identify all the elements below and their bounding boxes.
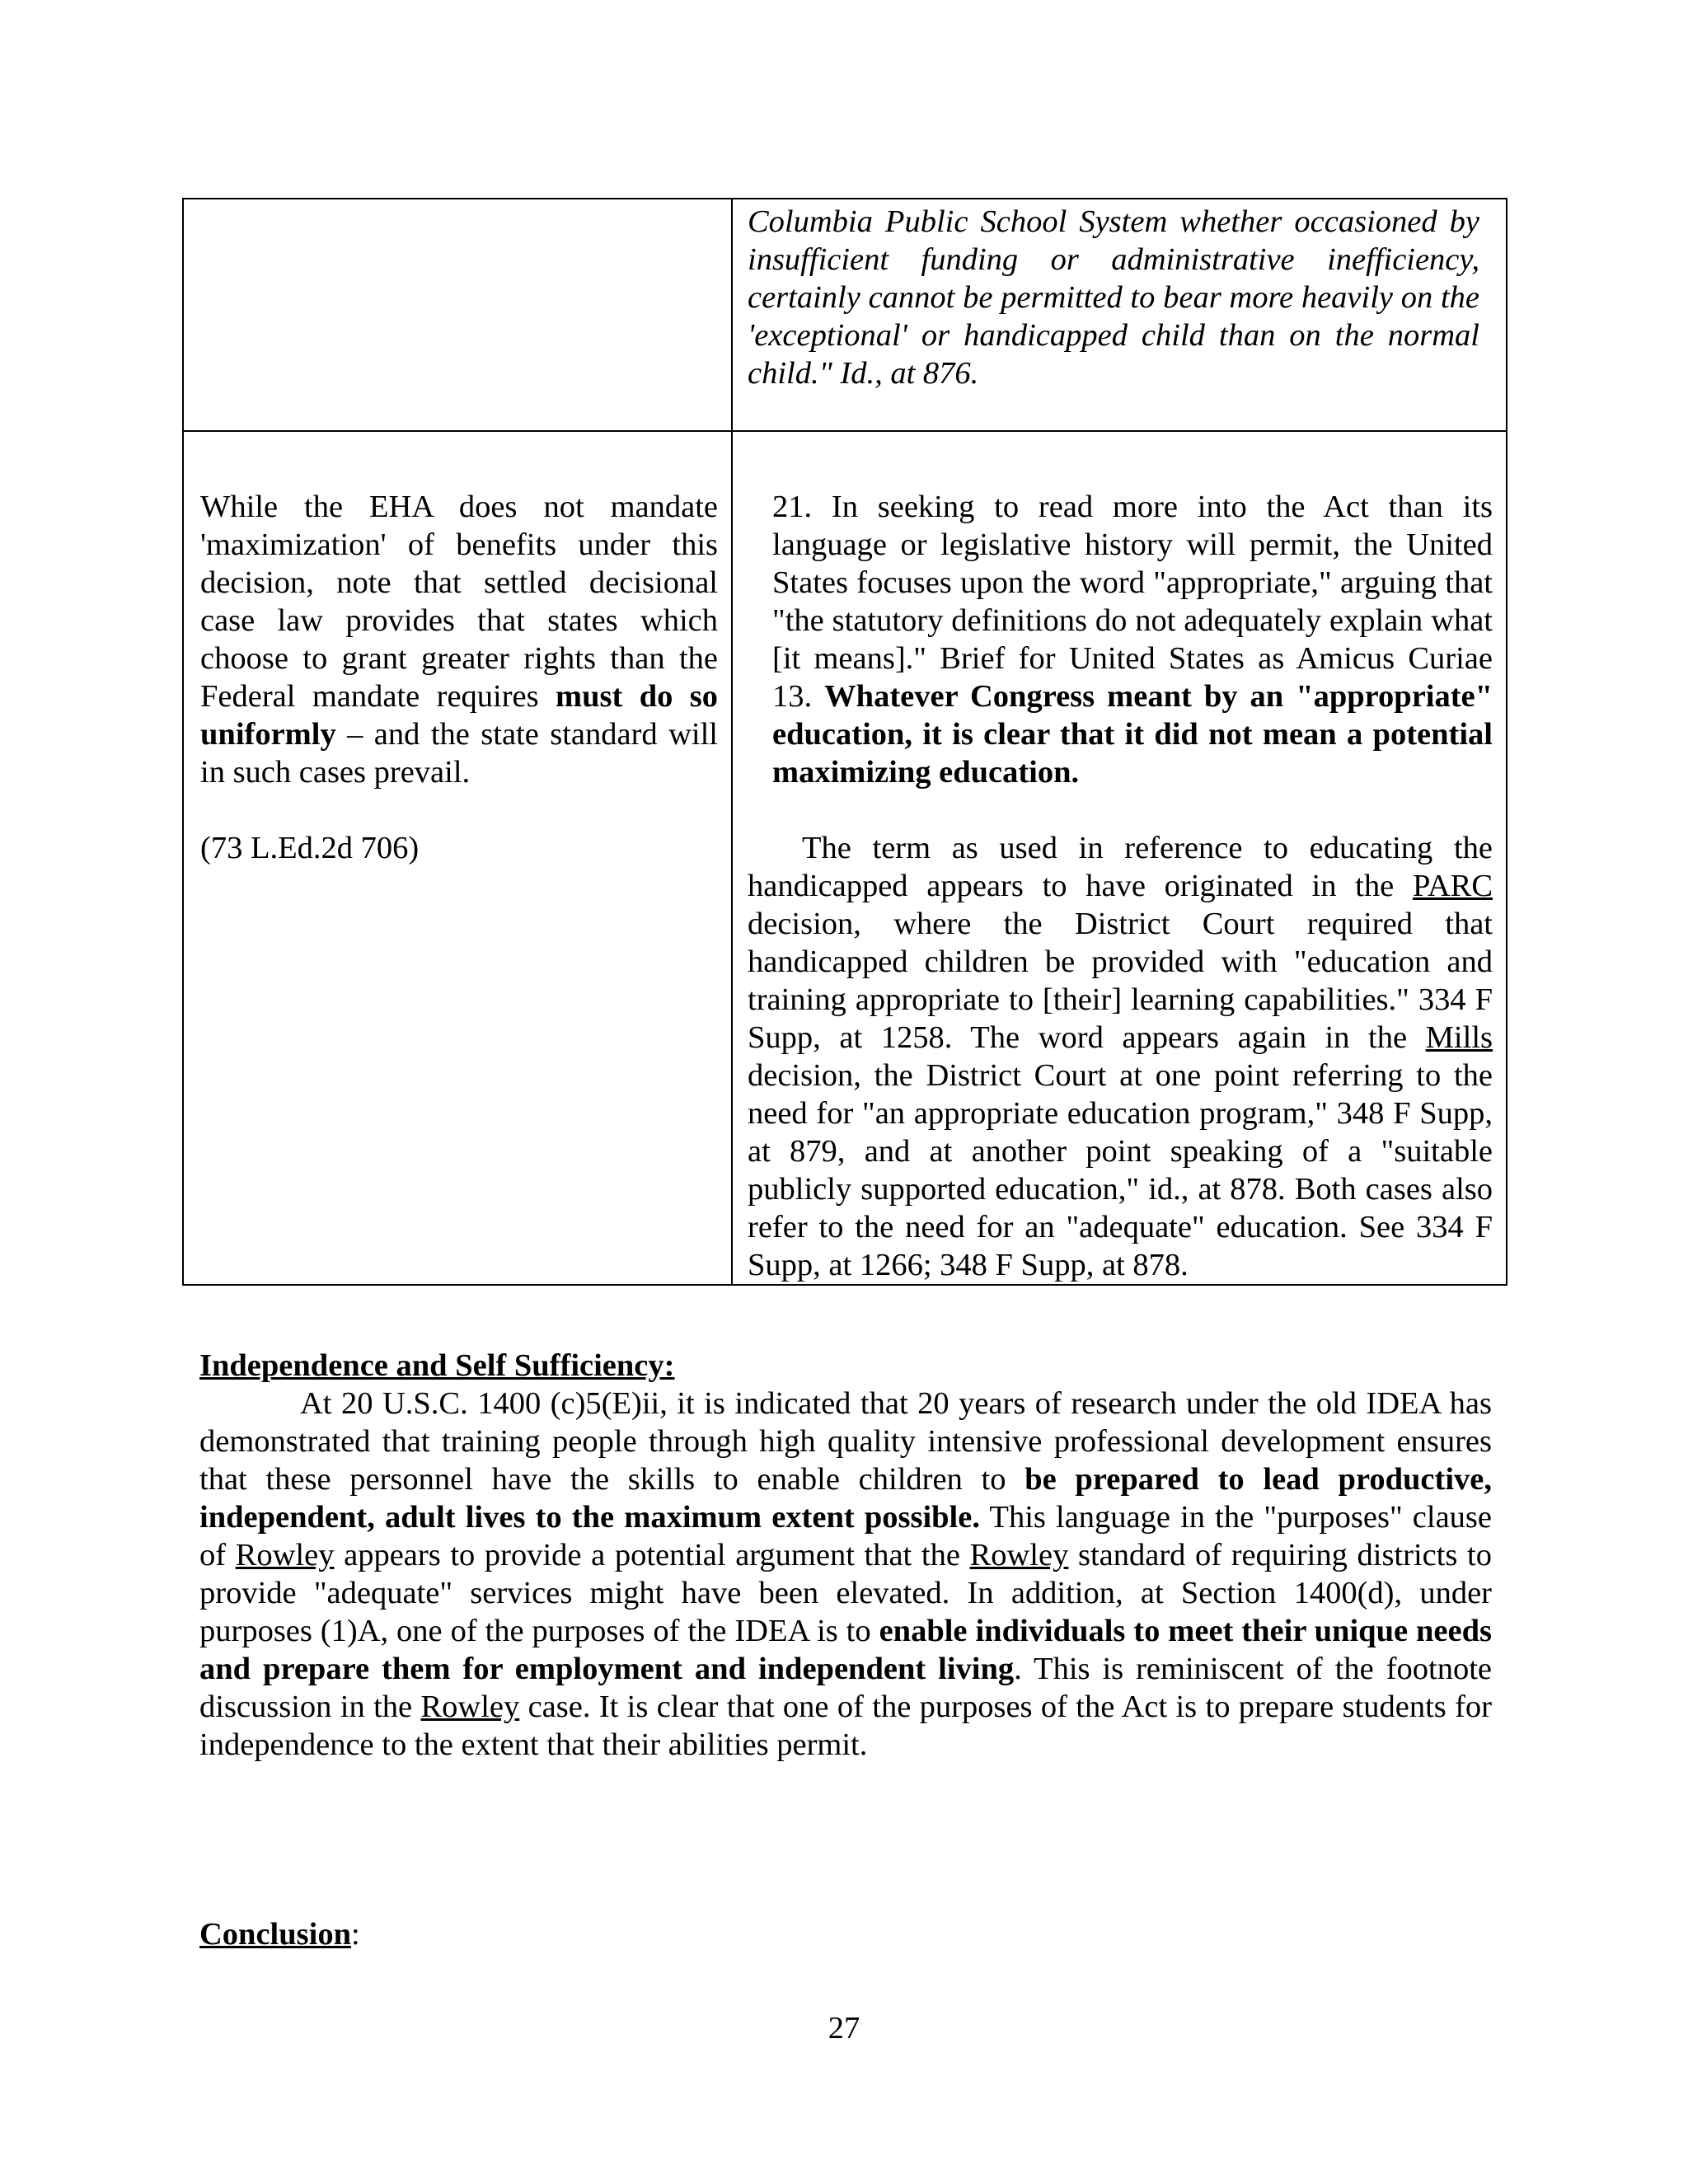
case-name-parc: PARC xyxy=(1412,869,1493,903)
bold-emphasis: must do so uniformly xyxy=(200,679,718,752)
case-name-rowley: Rowley xyxy=(235,1538,335,1572)
citation: (73 L.Ed.2d 706) xyxy=(200,831,420,865)
commentary-paragraph: While the EHA does not mandate 'maximization' of benefits under this decision, note that settled decisional case law provides that states which choose to grant greater rights than the Federal mandate requires must do so uniformly – and the state standard will in such cases prevail. xyxy=(200,490,718,790)
excerpt-paragraph: The term as used in reference to educating the handicapped appears to have originated in the PARC decision, where the District Court required that handicapped children be provided with "education and training appropriate to [their] learning capabilities." 334 F Supp, at 1258. The word appears again in the Mills decision, the District Court at one point referring to the need for "an appropriate education program," 348 F Supp, at 879, and at another point speaking of a "suitable publicly supported education," id., at 878. Both cases also refer to the need for an "adequate" education. See 334 F Supp, at 1266; 348 F Supp, at 878. xyxy=(748,831,1493,1282)
independence-paragraph: At 20 U.S.C. 1400 (c)5(E)ii, it is indicated that 20 years of research under the old IDEA has demonstrated that training people through high quality intensive professional development ensures that these personnel have the skills to enable children to be prepared to lead productive, independent, adult lives to the maximum extent possible. This language in the "purposes" clause of Rowley appears to provide a potential argument that the Rowley standard of requiring districts to provide "adequate" services might have been elevated. In addition, at Section 1400(d), under purposes (1)A, one of the purposes of the IDEA is to enable individuals to meet their unique needs and prepare them for employment and independent living. This is reminiscent of the footnote discussion in the Rowley case. It is clear that one of the purposes of the Act is to prepare students for independence to the extent that their abilities permit. xyxy=(199,1386,1492,1762)
table-row xyxy=(183,431,1507,1285)
case-name-rowley: Rowley xyxy=(420,1690,520,1724)
case-name-rowley: Rowley xyxy=(969,1538,1069,1572)
bold-emphasis: be prepared to lead productive, independent, adult lives to the maximum extent possible. xyxy=(199,1462,1492,1535)
section-heading-independence: Independence and Self Sufficiency: xyxy=(199,1348,675,1383)
page-number: 27 xyxy=(828,2011,860,2046)
bold-emphasis: enable individuals to meet their unique needs and prepare them for employment and independent living xyxy=(199,1614,1492,1686)
section-heading-conclusion: Conclusion: xyxy=(199,1917,360,1952)
rowley-excerpt-cell xyxy=(732,431,1507,1285)
comparison-table xyxy=(182,198,1507,1286)
case-name-mills: Mills xyxy=(1425,1020,1493,1055)
commentary-cell xyxy=(183,431,732,1285)
mills-quote-cell: Columbia Public School System whether occasioned by insufficient funding or administrative inefficiency, certainly cannot be permitted to bear more heavily on the 'exceptional' or handicapped child than on the normal child." Id., at 876. xyxy=(732,199,1507,431)
footnote-paragraph: 21. In seeking to read more into the Act than its language or legislative history will permit, the United States focuses upon the word "appropriate," arguing that "the statutory definitions do not adequately explain what [it means]." Brief for United States as Amicus Curiae 13. Whatever Congress meant by an "appropriate" education, it is clear that it did not mean a potential maximizing education. xyxy=(772,490,1493,790)
bold-emphasis: Whatever Congress meant by an "appropriate" education, it is clear that it did not mean a potential maximizing education. xyxy=(772,679,1493,790)
table-row xyxy=(183,199,1507,431)
table-cell-empty xyxy=(183,199,732,431)
